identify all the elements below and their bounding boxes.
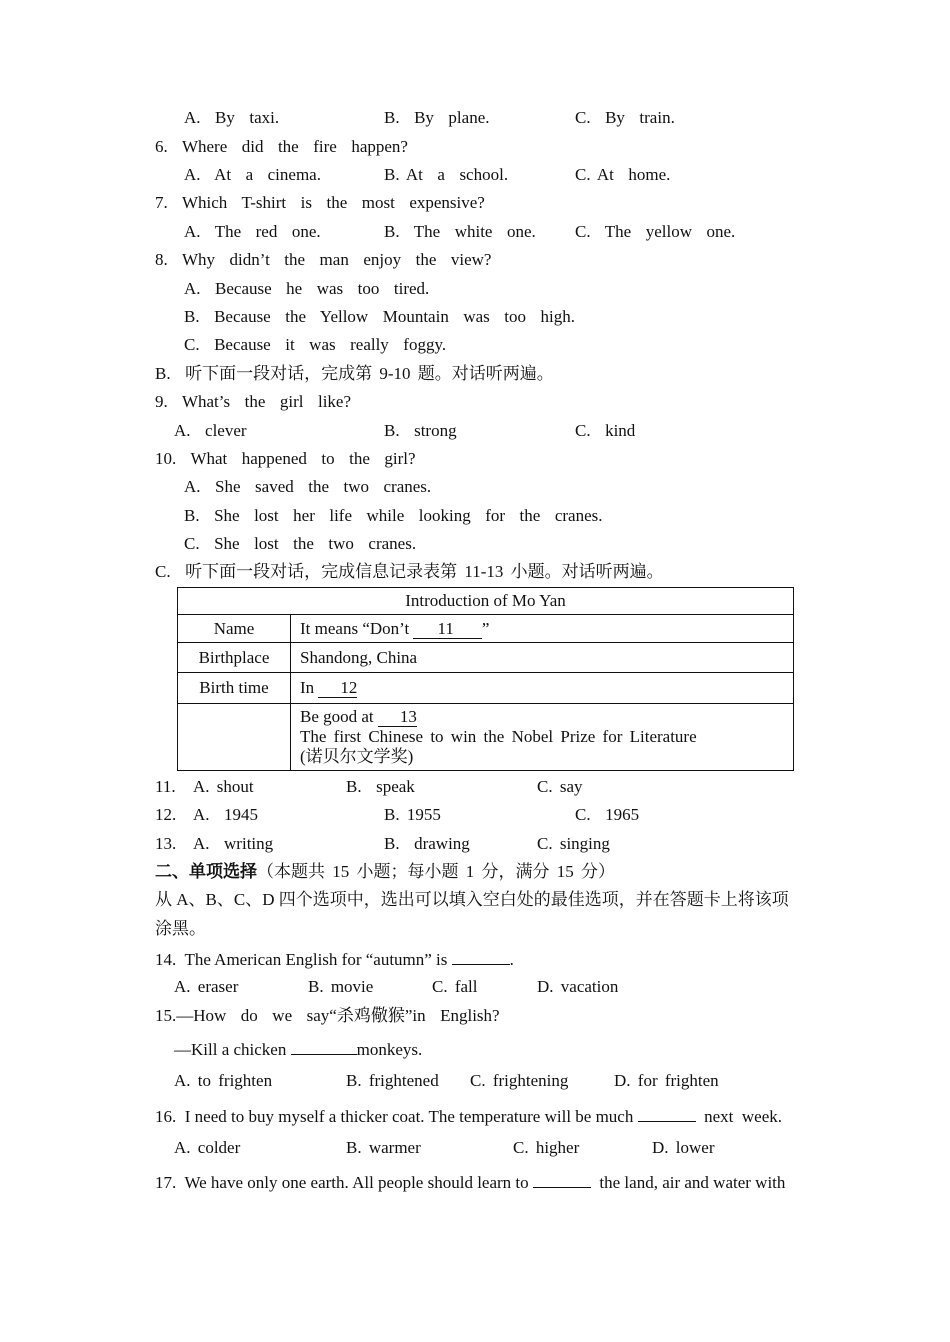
q15-blank[interactable] [291, 1038, 357, 1055]
part2-heading [155, 862, 615, 882]
q17-blank[interactable] [533, 1171, 591, 1188]
q8-option-c: C. Because it was really foggy. [184, 335, 447, 354]
table-label-name: Name [178, 615, 291, 643]
info-record-table [177, 587, 794, 771]
q14-option-a: A. eraser [174, 977, 239, 996]
q15-stem: 15.—How do we say“杀鸡儆猴”in English? [155, 1006, 500, 1025]
nobel-note: (诺贝尔文学奖) [300, 747, 414, 766]
q11-option-c: C. say [537, 777, 583, 796]
q7-option-a: A. The red one. [184, 222, 321, 241]
section-b-instruction: B. 听下面一段对话，完成第 9-10 题。对话听两遍。 [155, 364, 554, 383]
q5-option-a: A. By taxi. [184, 108, 280, 127]
answer-blank-12[interactable]: 12 [318, 678, 357, 698]
q14-stem: 14. The American English for “autumn” is . [155, 950, 514, 969]
part2-note: （本题共 15 小题；每小题 1 分，满分 15 分） [257, 862, 615, 881]
answer-blank-13[interactable]: 13 [378, 707, 417, 727]
q6-stem: 6. Where did the fire happen? [155, 137, 408, 156]
section-c-instruction: C. 听下面一段对话，完成信息记录表第 11-13 小题。对话听两遍。 [155, 562, 664, 581]
table-value-talent: Be good at 13 The first Chinese to win the Nobel Prize for Literature (诺贝尔文学奖) [291, 704, 794, 771]
nobel-line: The first Chinese to win the Nobel Prize for Literature [300, 727, 697, 746]
part2-instruction-line2: 涂黑。 [155, 919, 206, 938]
q14-option-b: B. movie [308, 977, 374, 996]
table-label-empty [178, 704, 291, 771]
q7-stem: 7. Which T-shirt is the most expensive? [155, 193, 485, 212]
table-label-birth-time: Birth time [178, 673, 291, 704]
q17-stem: 17. We have only one earth. All people should learn to the land, air and water with [155, 1173, 786, 1192]
q16-option-c: C. higher [513, 1138, 580, 1157]
q12-option-b: B. 1955 [384, 805, 441, 824]
q12-number: 12. [155, 805, 177, 824]
q13-option-c: C. singing [537, 834, 610, 853]
q6-option-a: A. At a cinema. [184, 165, 321, 184]
q16-option-b: B. warmer [346, 1138, 421, 1157]
q11-number: 11. [155, 777, 176, 796]
q13-option-b: B. drawing [384, 834, 470, 853]
q7-option-b: B. The white one. [384, 222, 536, 241]
q10-option-c: C. She lost the two cranes. [184, 534, 417, 553]
q6-option-c: C. At home. [575, 165, 671, 184]
table-value-birthplace: Shandong, China [291, 643, 794, 673]
q7-option-c: C. The yellow one. [575, 222, 736, 241]
q13-option-a: A. writing [193, 834, 274, 853]
q16-option-d: D. lower [652, 1138, 715, 1157]
q8-option-a: A. Because he was too tired. [184, 279, 430, 298]
q14-blank[interactable] [452, 948, 510, 965]
q11-option-b: B. speak [346, 777, 415, 796]
table-label-birthplace: Birthplace [178, 643, 291, 673]
table-value-birth-time: In 12 [291, 673, 794, 704]
part2-instruction-line1: 从 A、B、C、D 四个选项中，选出可以填入空白处的最佳选项，并在答题卡上将该项 [155, 890, 789, 909]
q15-option-c: C. frightening [470, 1071, 569, 1090]
q15-option-a: A. to frighten [174, 1071, 273, 1090]
q9-stem: 9. What’s the girl like? [155, 392, 352, 411]
table-title: Introduction of Mo Yan [178, 588, 794, 615]
q5-option-b: B. By plane. [384, 108, 490, 127]
q9-option-a: A. clever [174, 421, 247, 440]
table-value-name: It means “Don’t 11 ” [291, 615, 794, 643]
q8-stem: 8. Why didn’t the man enjoy the view? [155, 250, 492, 269]
q9-option-b: B. strong [384, 421, 457, 440]
q15-option-b: B. frightened [346, 1071, 439, 1090]
q5-option-c: C. By train. [575, 108, 675, 127]
part2-title: 二、单项选择 [155, 862, 257, 881]
q12-option-c: C. 1965 [575, 805, 640, 824]
q9-option-c: C. kind [575, 421, 636, 440]
answer-blank-11[interactable]: 11 [413, 619, 481, 639]
q12-option-a: A. 1945 [193, 805, 259, 824]
q10-stem: 10. What happened to the girl? [155, 449, 416, 468]
q14-option-c: C. fall [432, 977, 478, 996]
q16-blank[interactable] [638, 1105, 696, 1122]
q10-option-b: B. She lost her life while looking for the cranes. [184, 506, 603, 525]
q15-line2: —Kill a chicken monkeys. [174, 1040, 423, 1059]
q6-option-b: B. At a school. [384, 165, 509, 184]
q10-option-a: A. She saved the two cranes. [184, 477, 432, 496]
q16-stem: 16. I need to buy myself a thicker coat. The temperature will be much next week. [155, 1107, 782, 1126]
q14-option-d: D. vacation [537, 977, 619, 996]
q13-number: 13. [155, 834, 177, 853]
q15-option-d: D. for frighten [614, 1071, 719, 1090]
q8-option-b: B. Because the Yellow Mountain was too high. [184, 307, 575, 326]
q16-option-a: A. colder [174, 1138, 241, 1157]
q11-option-a: A. shout [193, 777, 254, 796]
